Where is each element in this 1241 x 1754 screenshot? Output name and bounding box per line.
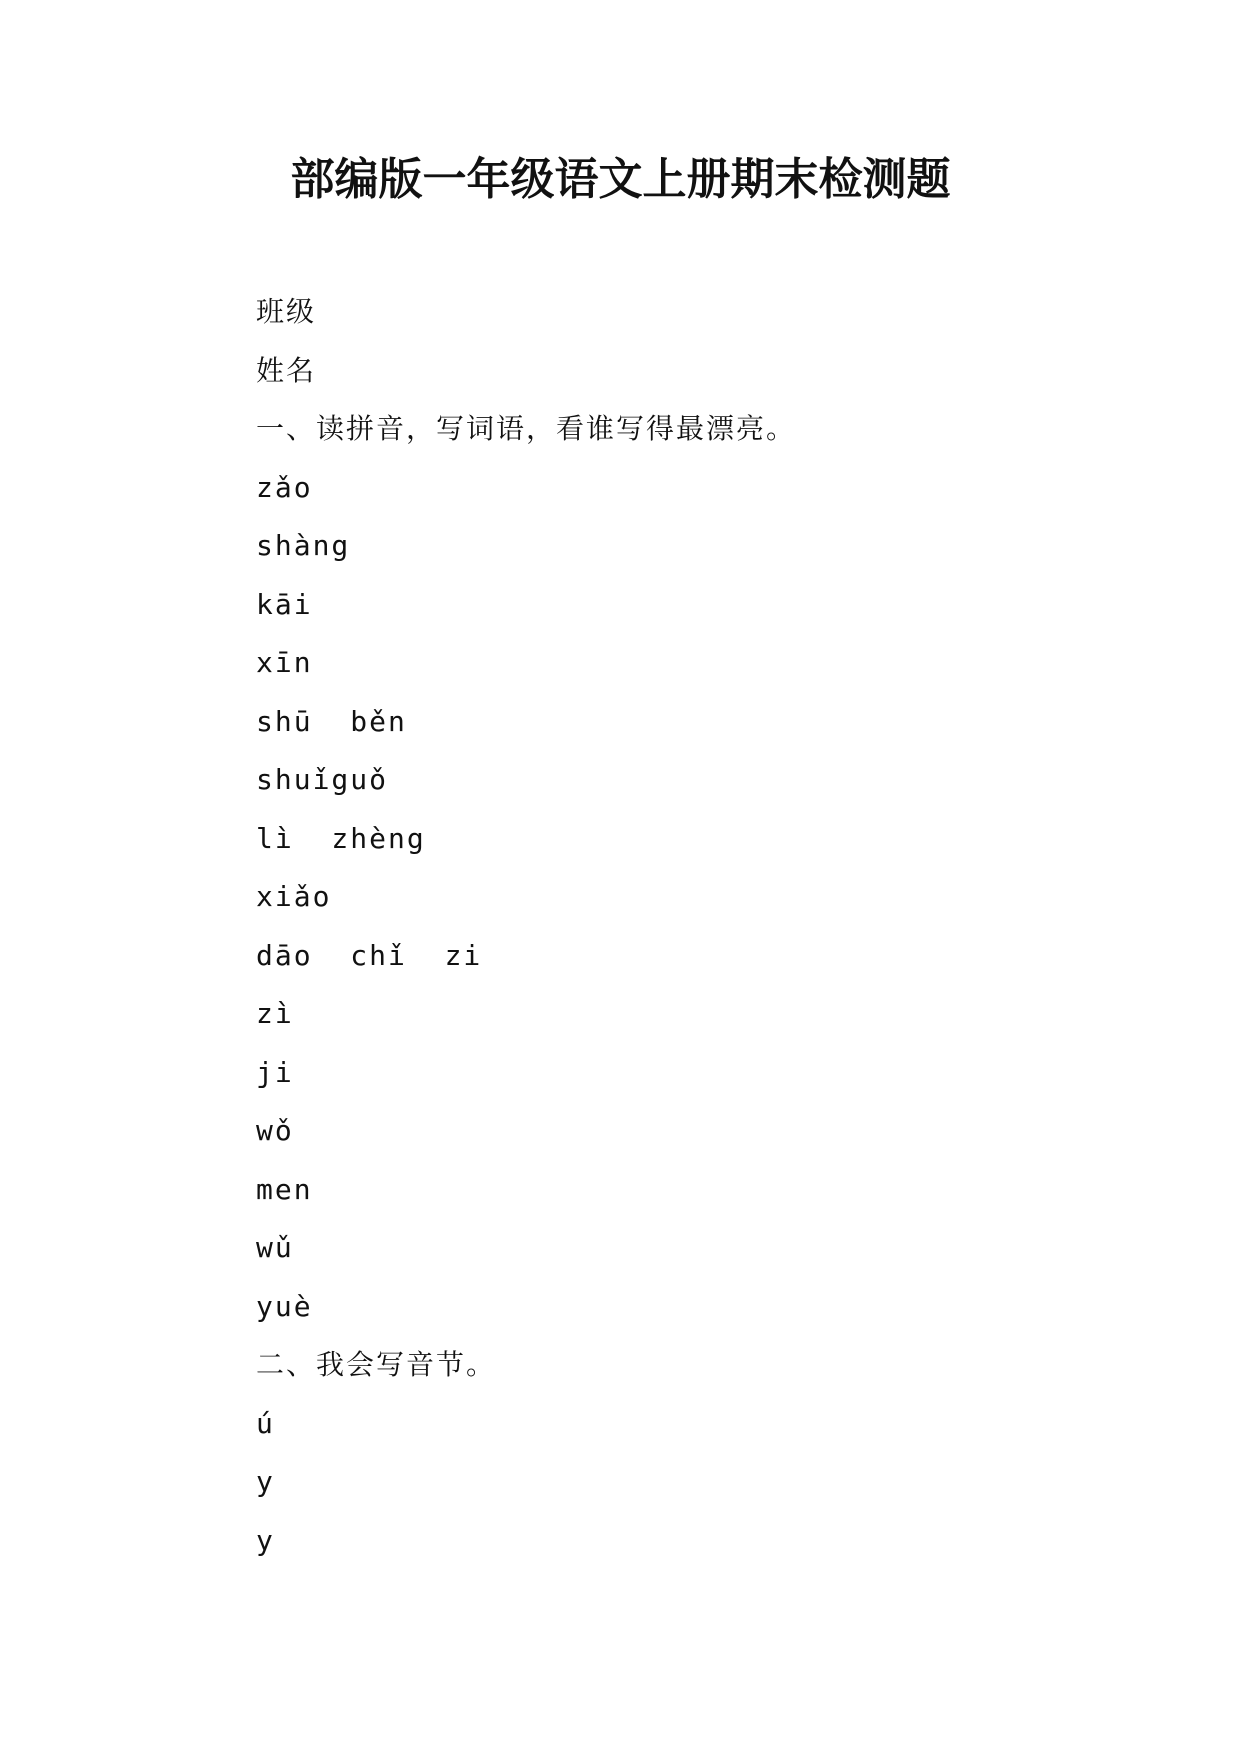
content-lines [256, 292, 1056, 1579]
page-title: 部编版一年级语文上册期末检测题 [290, 154, 951, 205]
section-heading-1: 一、读拼音，写词语，看谁写得最漂亮。 [256, 412, 797, 445]
syllable-line: ú [256, 1406, 275, 1440]
syllable-line: y [256, 1523, 275, 1557]
pinyin-line: zì [256, 997, 294, 1030]
pinyin-line: yuè [256, 1289, 313, 1323]
pinyin-line: shū běn [256, 704, 407, 738]
pinyin-line: wǔ [256, 1231, 294, 1264]
pinyin-line: dāo chǐ zi [256, 938, 483, 972]
pinyin-line: ji [256, 1055, 294, 1089]
field-label-class: 班级 [256, 295, 317, 328]
syllable-line: y [256, 1465, 275, 1498]
pinyin-line: wǒ [256, 1114, 294, 1147]
pinyin-line: men [256, 1172, 313, 1206]
pinyin-line: shuǐguǒ [256, 763, 389, 796]
pinyin-line: kāi [256, 587, 313, 621]
pinyin-line: shàng [256, 529, 351, 562]
field-label-name: 姓名 [256, 353, 317, 387]
pinyin-line: xiǎo [256, 880, 332, 913]
section-heading-2: 二、我会写音节。 [256, 1348, 497, 1381]
pinyin-line: xīn [256, 646, 313, 679]
pinyin-line: lì zhèng [256, 821, 426, 855]
pinyin-line: zǎo [256, 470, 313, 504]
